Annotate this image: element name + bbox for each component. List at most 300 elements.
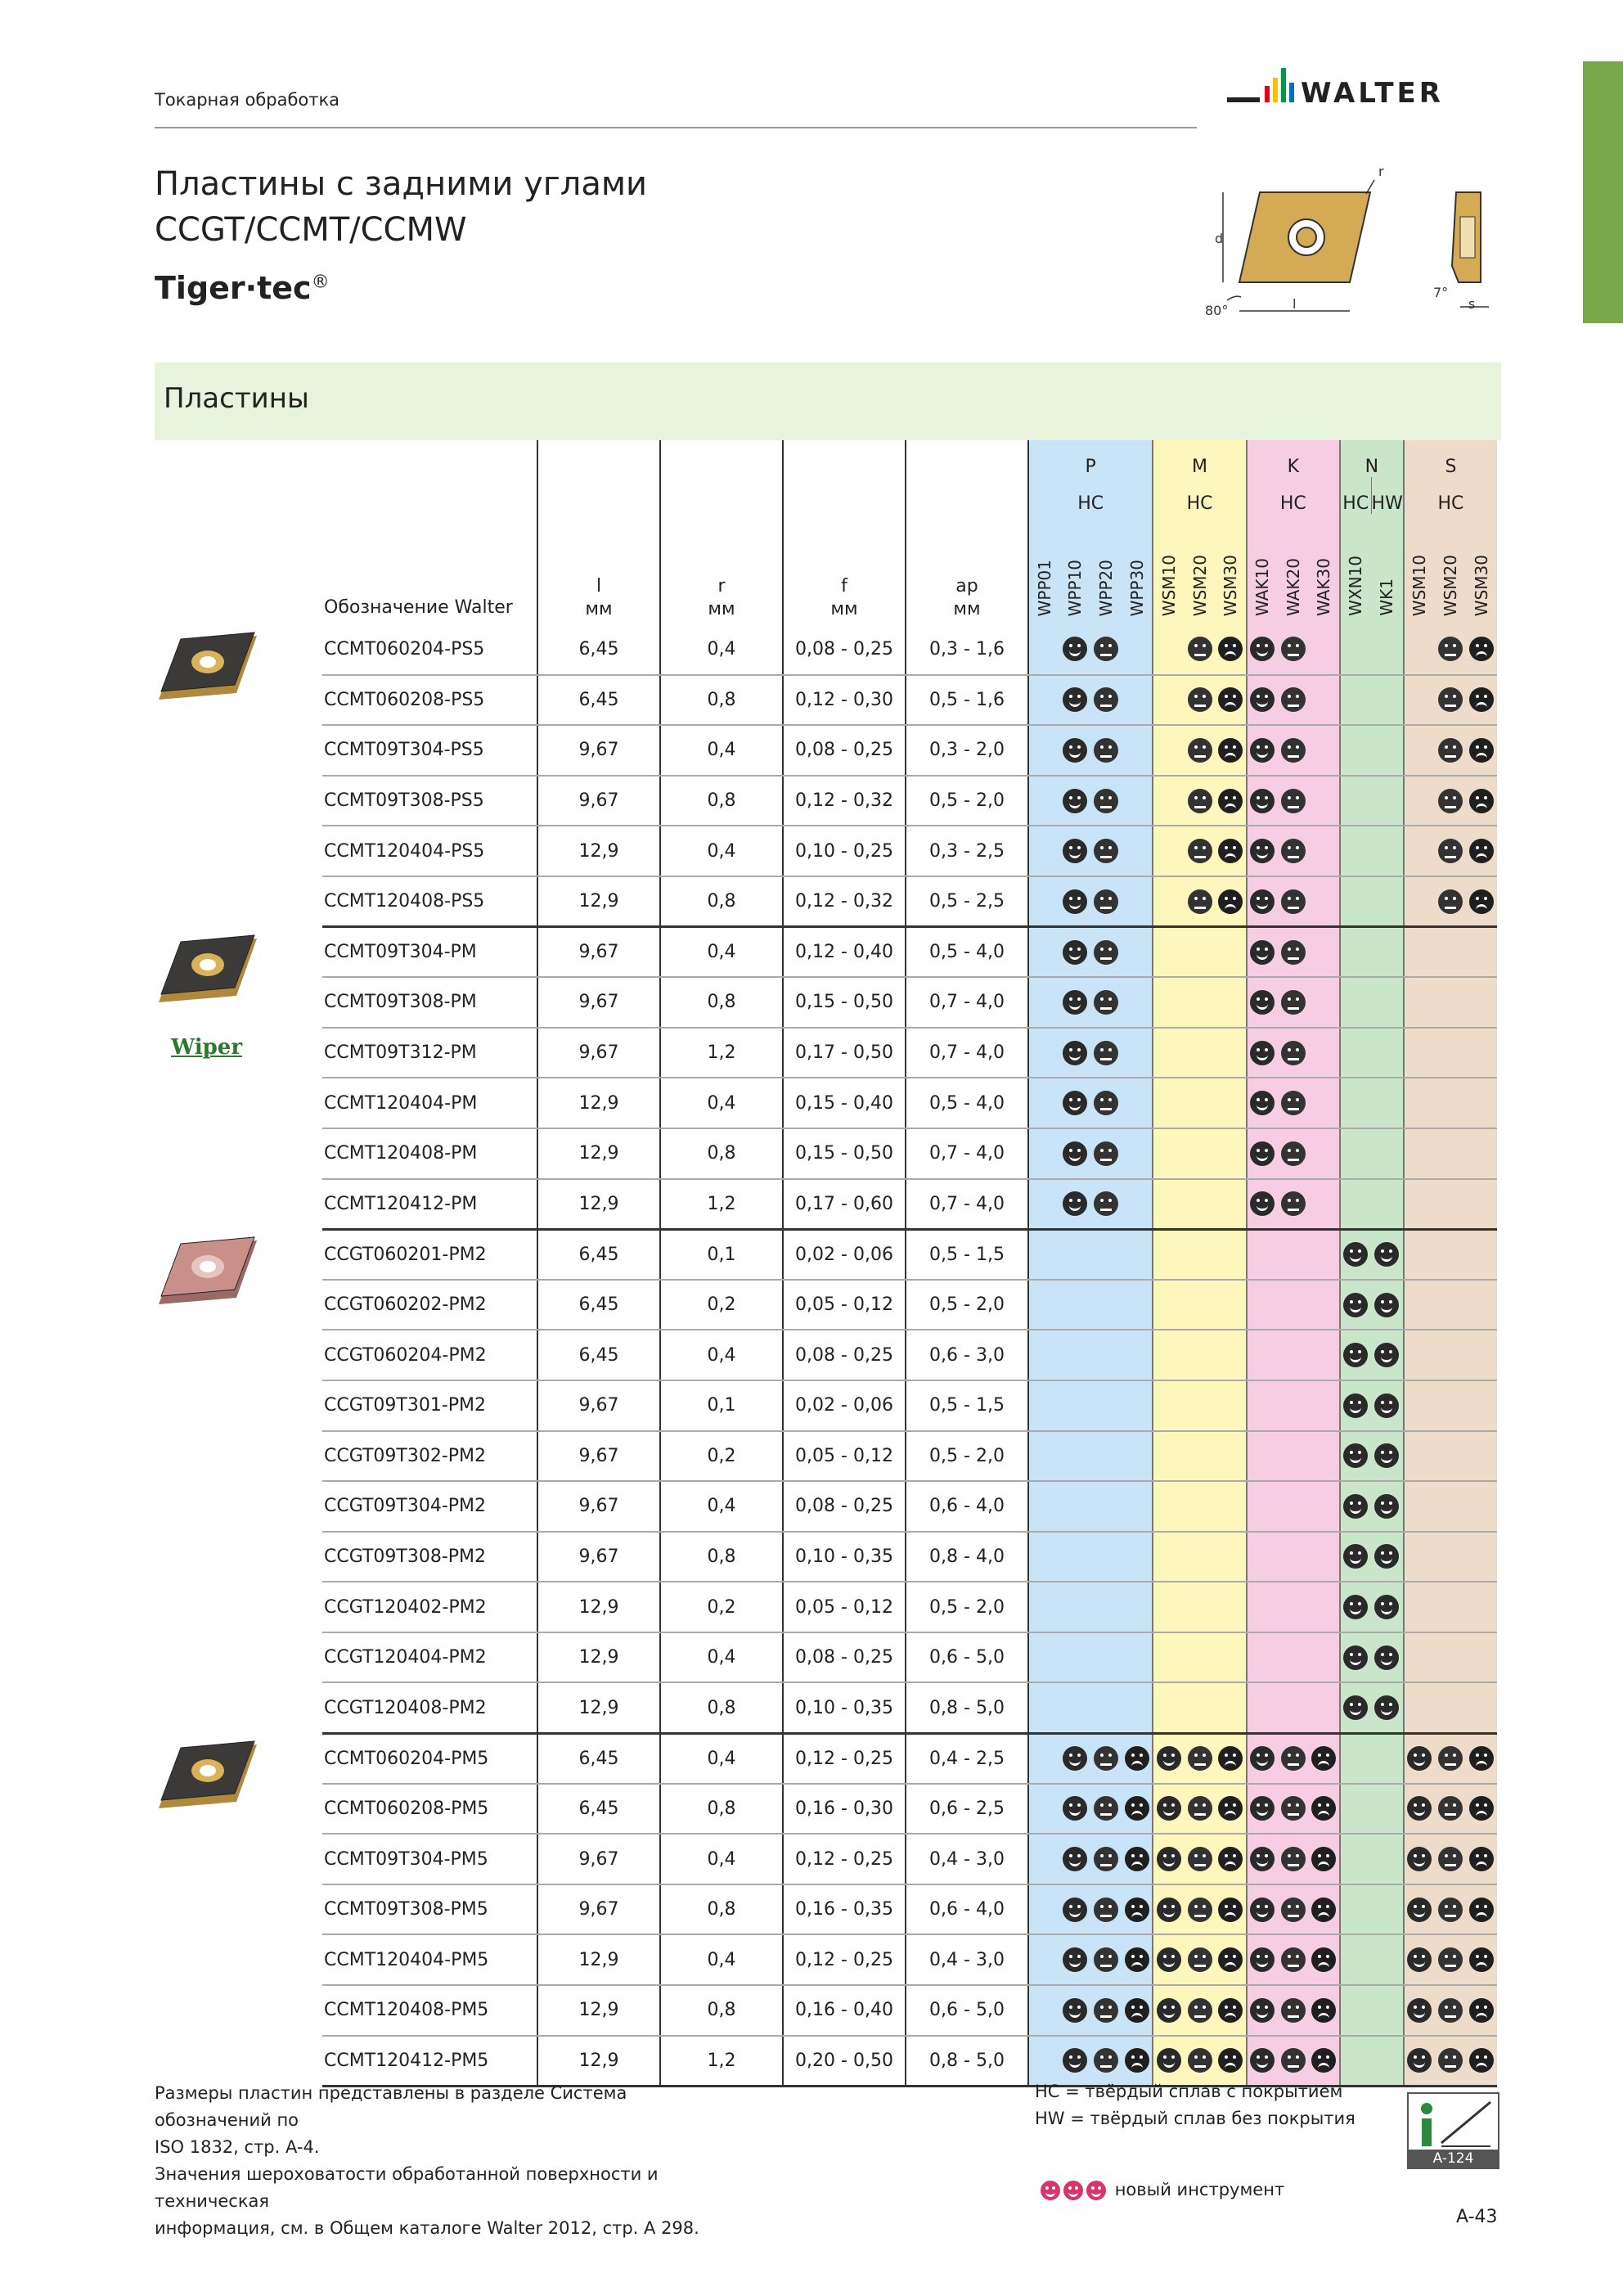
recommendation-icon: [1343, 1393, 1368, 1418]
grade-cell: [1153, 1028, 1184, 1078]
recommendation-icon: [1188, 1847, 1212, 1871]
table-row: [155, 776, 1497, 826]
grade-header: WSM20: [1435, 514, 1466, 624]
grade-cell: [1028, 1028, 1059, 1078]
recommendation-icon: [1438, 889, 1463, 914]
grade-cell: [1090, 1280, 1122, 1330]
recommendation-icon: [1438, 1796, 1463, 1821]
grade-cell: [1278, 1330, 1309, 1380]
recommendation-icon: [1438, 789, 1463, 813]
grade-cell: [1216, 977, 1247, 1028]
recommendation-icon: [1063, 1141, 1087, 1166]
recommendation-icon: [1063, 889, 1087, 914]
grade-cell: [1404, 1632, 1435, 1683]
designation-cell: CCGT120408-PM2: [322, 1682, 537, 1733]
recommendation-icon: [1250, 1898, 1275, 1922]
grade-cell: [1247, 1330, 1278, 1380]
grade-cell: [1466, 977, 1497, 1028]
grade-cell: [1059, 1834, 1090, 1884]
grade-cell: [1090, 725, 1122, 776]
designation-cell: CCMT120408-PM5: [322, 1985, 537, 2036]
grade-cell: [1247, 725, 1278, 776]
grade-cell: [1090, 1330, 1122, 1380]
grade-cell: [1028, 1128, 1059, 1179]
grade-cell: [1216, 1582, 1247, 1632]
recommendation-icon: [1281, 2048, 1306, 2073]
grade-cell: [1340, 725, 1371, 776]
recommendation-icon: [1218, 2048, 1243, 2073]
grade-cell: [1371, 1582, 1404, 1632]
grade-cell: [1309, 1834, 1340, 1884]
grade-cell: [1404, 1380, 1435, 1431]
grade-cell: [1122, 1682, 1153, 1733]
grade-cell: [1435, 725, 1466, 776]
grade-cell: [1090, 1834, 1122, 1884]
grade-cell: [1466, 1784, 1497, 1835]
recommendation-icon: [1157, 2048, 1181, 2073]
f-cell: 0,12 - 0,30: [783, 675, 906, 726]
recommendation-icon: [1281, 789, 1306, 813]
grade-cell: [1153, 1481, 1184, 1532]
r-cell: 0,2: [660, 1582, 783, 1632]
grade-cell: [1028, 1280, 1059, 1330]
group-P-header: P: [1028, 440, 1153, 477]
grade-cell: [1309, 1380, 1340, 1431]
grade-cell: [1371, 1532, 1404, 1582]
designation-cell: CCMT09T312-PM: [322, 1028, 537, 1078]
recommendation-icon: [1374, 1695, 1399, 1720]
l-cell: 6,45: [537, 1280, 660, 1330]
grade-cell: [1404, 1028, 1435, 1078]
grade-cell: [1090, 1028, 1122, 1078]
recommendation-icon: [1250, 940, 1275, 965]
insert-photo: [155, 1736, 261, 1818]
recommendation-icon: [1407, 1898, 1432, 1922]
grade-cell: [1184, 776, 1215, 826]
grade-cell: [1466, 1733, 1497, 1784]
f-cell: 0,12 - 0,25: [783, 1934, 906, 1985]
grade-cell: [1122, 876, 1153, 927]
grade-cell: [1466, 1632, 1497, 1683]
grade-cell: [1059, 624, 1090, 675]
grade-cell: [1247, 624, 1278, 675]
coating-legend: [1035, 2078, 1355, 2132]
grade-cell: [1371, 1229, 1404, 1280]
grade-cell: [1247, 776, 1278, 826]
grade-cell: [1340, 1733, 1371, 1784]
grade-cell: [1122, 725, 1153, 776]
grade-cell: [1184, 1380, 1215, 1431]
l-cell: 9,67: [537, 1884, 660, 1935]
recommendation-icon: [1281, 940, 1306, 965]
grade-cell: [1122, 1884, 1153, 1935]
recommendation-icon: [1063, 1041, 1087, 1065]
grade-cell: [1340, 1884, 1371, 1935]
grade-cell: [1090, 1682, 1122, 1733]
recommendation-icon: [1374, 1494, 1399, 1519]
designation-cell: CCGT060201-PM2: [322, 1229, 537, 1280]
grade-cell: [1090, 1179, 1122, 1230]
grade-cell: [1153, 1330, 1184, 1380]
grade-header: WSM10: [1153, 514, 1184, 624]
recommendation-icon: [1188, 889, 1212, 914]
grade-cell: [1247, 1834, 1278, 1884]
f-cell: 0,16 - 0,35: [783, 1884, 906, 1935]
grade-cell: [1371, 1784, 1404, 1835]
r-cell: 1,2: [660, 1028, 783, 1078]
ap-cell: 0,8 - 5,0: [906, 1682, 1028, 1733]
recommendation-icon: [1157, 1947, 1181, 1972]
recommendation-icon: [1438, 2048, 1463, 2073]
grade-cell: [1435, 1532, 1466, 1582]
grade-cell: [1278, 675, 1309, 726]
grade-cell: [1371, 1682, 1404, 1733]
grade-cell: [1340, 1834, 1371, 1884]
grade-cell: [1153, 776, 1184, 826]
grade-cell: [1466, 876, 1497, 927]
grade-cell: [1090, 826, 1122, 876]
r-cell: 0,4: [660, 1632, 783, 1683]
ap-cell: 0,4 - 2,5: [906, 1733, 1028, 1784]
grade-cell: [1404, 1582, 1435, 1632]
grade-cell: [1059, 1280, 1090, 1330]
recommendation-icon: [1281, 1041, 1306, 1065]
grade-cell: [1028, 1431, 1059, 1482]
grade-cell: [1371, 776, 1404, 826]
recommendation-icon: [1281, 637, 1306, 661]
grade-header: WPP30: [1122, 514, 1153, 624]
grade-cell: [1059, 826, 1090, 876]
grade-cell: [1090, 1431, 1122, 1482]
grade-cell: [1153, 1582, 1184, 1632]
grade-header: WPP20: [1090, 514, 1122, 624]
designation-cell: CCMT060208-PM5: [322, 1784, 537, 1835]
grade-cell: [1340, 1784, 1371, 1835]
recommendation-icon: [1094, 738, 1118, 763]
ap-cell: 0,5 - 1,5: [906, 1380, 1028, 1431]
insert-drawing: [1198, 160, 1509, 327]
l-cell: 9,67: [537, 1028, 660, 1078]
grade-cell: [1028, 1481, 1059, 1532]
grade-cell: [1466, 1431, 1497, 1482]
recommendation-icon: [1094, 637, 1118, 661]
grade-cell: [1278, 1078, 1309, 1128]
grade-cell: [1028, 675, 1059, 726]
recommendation-icon: [1218, 1796, 1243, 1821]
recommendation-icon: [1250, 2048, 1275, 2073]
grade-cell: [1122, 826, 1153, 876]
grade-cell: [1371, 1632, 1404, 1683]
coat-S: HC: [1404, 477, 1497, 514]
ap-cell: 0,3 - 2,0: [906, 725, 1028, 776]
grade-cell: [1309, 876, 1340, 927]
l-cell: 12,9: [537, 1582, 660, 1632]
grade-cell: [1371, 826, 1404, 876]
grade-cell: [1184, 1733, 1215, 1784]
r-cell: 0,8: [660, 1532, 783, 1582]
grade-cell: [1153, 1632, 1184, 1683]
grade-cell: [1371, 1128, 1404, 1179]
footnote-2: ISO 1832, стр. A-4.: [155, 2137, 320, 2157]
grade-cell: [1122, 1481, 1153, 1532]
grade-cell: [1404, 1834, 1435, 1884]
grade-cell: [1153, 675, 1184, 726]
ap-cell: 0,8 - 5,0: [906, 2036, 1028, 2087]
grade-cell: [1309, 1028, 1340, 1078]
grade-cell: [1278, 1179, 1309, 1230]
f-cell: 0,15 - 0,40: [783, 1078, 906, 1128]
grade-cell: [1340, 1934, 1371, 1985]
r-cell: 0,4: [660, 1481, 783, 1532]
f-cell: 0,08 - 0,25: [783, 624, 906, 675]
footnote-3: Значения шероховатости обработанной поверхности и техническая: [155, 2164, 659, 2211]
title-line-2: CCGT/CCMT/CCMW: [155, 211, 467, 249]
grade-cell: [1090, 1582, 1122, 1632]
recommendation-icon: [1374, 1645, 1399, 1670]
recommendation-icon: [1125, 1847, 1149, 1871]
grade-cell: [1309, 1784, 1340, 1835]
grade-cell: [1216, 1884, 1247, 1935]
grade-cell: [1028, 1934, 1059, 1985]
r-cell: 0,4: [660, 1834, 783, 1884]
table-row: [155, 1078, 1497, 1128]
recommendation-icon: [1250, 687, 1275, 712]
recommendation-icon: [1311, 1947, 1336, 1972]
table-row: [155, 1532, 1497, 1582]
recommendation-icon: [1469, 738, 1494, 763]
grade-cell: [1153, 1733, 1184, 1784]
col-f-header: f мм: [783, 440, 906, 624]
grade-cell: [1466, 675, 1497, 726]
grade-header: WAK10: [1247, 514, 1278, 624]
grade-cell: [1028, 1179, 1059, 1230]
col-ap-header: ap мм: [906, 440, 1028, 624]
grade-cell: [1340, 927, 1371, 978]
grade-cell: [1309, 1481, 1340, 1532]
table-row: [155, 977, 1497, 1028]
grade-cell: [1278, 1784, 1309, 1835]
grade-cell: [1153, 1682, 1184, 1733]
grade-cell: [1340, 1632, 1371, 1683]
insert-photo: [155, 628, 261, 709]
grade-cell: [1216, 876, 1247, 927]
grade-cell: [1340, 624, 1371, 675]
grade-cell: [1090, 1078, 1122, 1128]
info-reference[interactable]: [1407, 2092, 1499, 2169]
grade-cell: [1028, 725, 1059, 776]
f-cell: 0,05 - 0,12: [783, 1431, 906, 1482]
table-row: [155, 1582, 1497, 1632]
f-cell: 0,12 - 0,40: [783, 927, 906, 978]
grade-cell: [1216, 776, 1247, 826]
grade-cell: [1216, 1733, 1247, 1784]
recommendation-icon: [1250, 990, 1275, 1015]
grade-cell: [1122, 1330, 1153, 1380]
grade-cell: [1404, 1128, 1435, 1179]
grade-cell: [1090, 1229, 1122, 1280]
new-tool-icon-2: [1063, 2181, 1083, 2200]
recommendation-icon: [1250, 1191, 1275, 1216]
grade-cell: [1216, 675, 1247, 726]
recommendation-icon: [1094, 1091, 1118, 1115]
tigertec-text: Tiger·tec: [155, 270, 312, 306]
grade-cell: [1216, 1532, 1247, 1582]
grade-cell: [1184, 1229, 1215, 1280]
recommendation-icon: [1188, 1998, 1212, 2023]
r-cell: 0,1: [660, 1229, 783, 1280]
grade-cell: [1309, 675, 1340, 726]
recommendation-icon: [1438, 1947, 1463, 1972]
grade-cell: [1278, 725, 1309, 776]
recommendation-icon: [1125, 1796, 1149, 1821]
f-cell: 0,08 - 0,25: [783, 725, 906, 776]
grade-cell: [1059, 1985, 1090, 2036]
grade-cell: [1028, 776, 1059, 826]
r-cell: 0,2: [660, 1280, 783, 1330]
new-tool-icon-1: [1041, 2181, 1060, 2200]
grade-cell: [1059, 725, 1090, 776]
recommendation-icon: [1063, 738, 1087, 763]
recommendation-icon: [1188, 2048, 1212, 2073]
recommendation-icon: [1063, 789, 1087, 813]
f-cell: 0,17 - 0,60: [783, 1179, 906, 1230]
grade-cell: [1435, 1632, 1466, 1683]
grade-cell: [1184, 1985, 1215, 2036]
grade-cell: [1278, 826, 1309, 876]
grade-cell: [1466, 1179, 1497, 1230]
grade-cell: [1028, 1532, 1059, 1582]
recommendation-icon: [1250, 889, 1275, 914]
grade-cell: [1153, 1280, 1184, 1330]
group-K-header: K: [1247, 440, 1340, 477]
table-row: [155, 1431, 1497, 1482]
grade-cell: [1122, 1784, 1153, 1835]
designation-cell: CCGT060204-PM2: [322, 1330, 537, 1380]
grade-header: WPP10: [1059, 514, 1090, 624]
col-l-header: l мм: [537, 440, 660, 624]
info-icon: [1409, 2094, 1498, 2151]
grade-cell: [1122, 1280, 1153, 1330]
ap-cell: 0,5 - 1,6: [906, 675, 1028, 726]
grade-cell: [1466, 826, 1497, 876]
r-cell: 0,8: [660, 675, 783, 726]
recommendation-icon: [1438, 637, 1463, 661]
grade-cell: [1466, 1380, 1497, 1431]
section-bar: [155, 362, 1501, 440]
f-cell: 0,16 - 0,30: [783, 1784, 906, 1835]
grade-cell: [1247, 675, 1278, 726]
grade-cell: [1059, 1682, 1090, 1733]
grade-header: WSM10: [1404, 514, 1435, 624]
grade-cell: [1122, 1934, 1153, 1985]
recommendation-icon: [1094, 1141, 1118, 1166]
recommendation-icon: [1094, 990, 1118, 1015]
dim-r-label: r: [1378, 164, 1384, 179]
l-cell: 12,9: [537, 1632, 660, 1683]
recommendation-icon: [1218, 1898, 1243, 1922]
grade-cell: [1340, 1682, 1371, 1733]
designation-cell: CCMT09T304-PM5: [322, 1834, 537, 1884]
grade-cell: [1309, 1229, 1340, 1280]
grade-cell: [1247, 1179, 1278, 1230]
recommendation-icon: [1094, 687, 1118, 712]
ap-cell: 0,5 - 4,0: [906, 927, 1028, 978]
recommendation-icon: [1469, 1947, 1494, 1972]
grade-cell: [1153, 876, 1184, 927]
recommendation-icon: [1469, 789, 1494, 813]
grade-cell: [1309, 977, 1340, 1028]
angle-7-label: 7°: [1433, 285, 1449, 300]
recommendation-icon: [1311, 1998, 1336, 2023]
grade-cell: [1216, 1330, 1247, 1380]
new-tool-legend: [1041, 2180, 1284, 2200]
recommendation-icon: [1343, 1645, 1368, 1670]
l-cell: 9,67: [537, 927, 660, 978]
grade-cell: [1090, 876, 1122, 927]
grade-cell: [1059, 1229, 1090, 1280]
grade-cell: [1435, 1884, 1466, 1935]
grade-cell: [1435, 624, 1466, 675]
grade-cell: [1247, 1784, 1278, 1835]
grade-cell: [1435, 826, 1466, 876]
recommendation-icon: [1281, 687, 1306, 712]
grade-cell: [1090, 675, 1122, 726]
grade-cell: [1028, 1733, 1059, 1784]
recommendation-icon: [1343, 1242, 1368, 1267]
grade-cell: [1435, 927, 1466, 978]
grade-header: WPP01: [1028, 514, 1059, 624]
recommendation-icon: [1438, 1898, 1463, 1922]
recommendation-icon: [1188, 637, 1212, 661]
grade-cell: [1404, 1280, 1435, 1330]
grade-cell: [1122, 977, 1153, 1028]
grade-cell: [1466, 2036, 1497, 2087]
grade-header: WSM20: [1184, 514, 1215, 624]
f-cell: 0,05 - 0,12: [783, 1582, 906, 1632]
grade-cell: [1028, 876, 1059, 927]
f-cell: 0,17 - 0,50: [783, 1028, 906, 1078]
designation-cell: CCMT060204-PS5: [322, 624, 537, 675]
recommendation-icon: [1218, 839, 1243, 863]
table-row: [155, 1179, 1497, 1230]
dim-l-label: l: [1293, 296, 1297, 312]
grade-cell: [1247, 1481, 1278, 1532]
grade-cell: [1247, 1582, 1278, 1632]
table-row: [155, 826, 1497, 876]
grade-cell: [1184, 1834, 1215, 1884]
grade-cell: [1309, 1280, 1340, 1330]
brand-text: WALTER: [1301, 77, 1444, 110]
recommendation-icon: [1125, 1898, 1149, 1922]
grade-cell: [1247, 876, 1278, 927]
grade-cell: [1247, 1028, 1278, 1078]
grade-cell: [1371, 1380, 1404, 1431]
grade-cell: [1278, 1934, 1309, 1985]
grade-cell: [1216, 624, 1247, 675]
grade-cell: [1371, 1884, 1404, 1935]
grade-cell: [1404, 1934, 1435, 1985]
grade-cell: [1278, 1632, 1309, 1683]
r-cell: 0,8: [660, 977, 783, 1028]
grade-cell: [1122, 1380, 1153, 1431]
chapter-tab: [1583, 61, 1623, 323]
grade-cell: [1340, 1280, 1371, 1330]
grade-cell: [1090, 1632, 1122, 1683]
recommendation-icon: [1094, 839, 1118, 863]
grade-cell: [1371, 1179, 1404, 1230]
recommendation-icon: [1311, 1796, 1336, 1821]
grade-cell: [1216, 1280, 1247, 1330]
